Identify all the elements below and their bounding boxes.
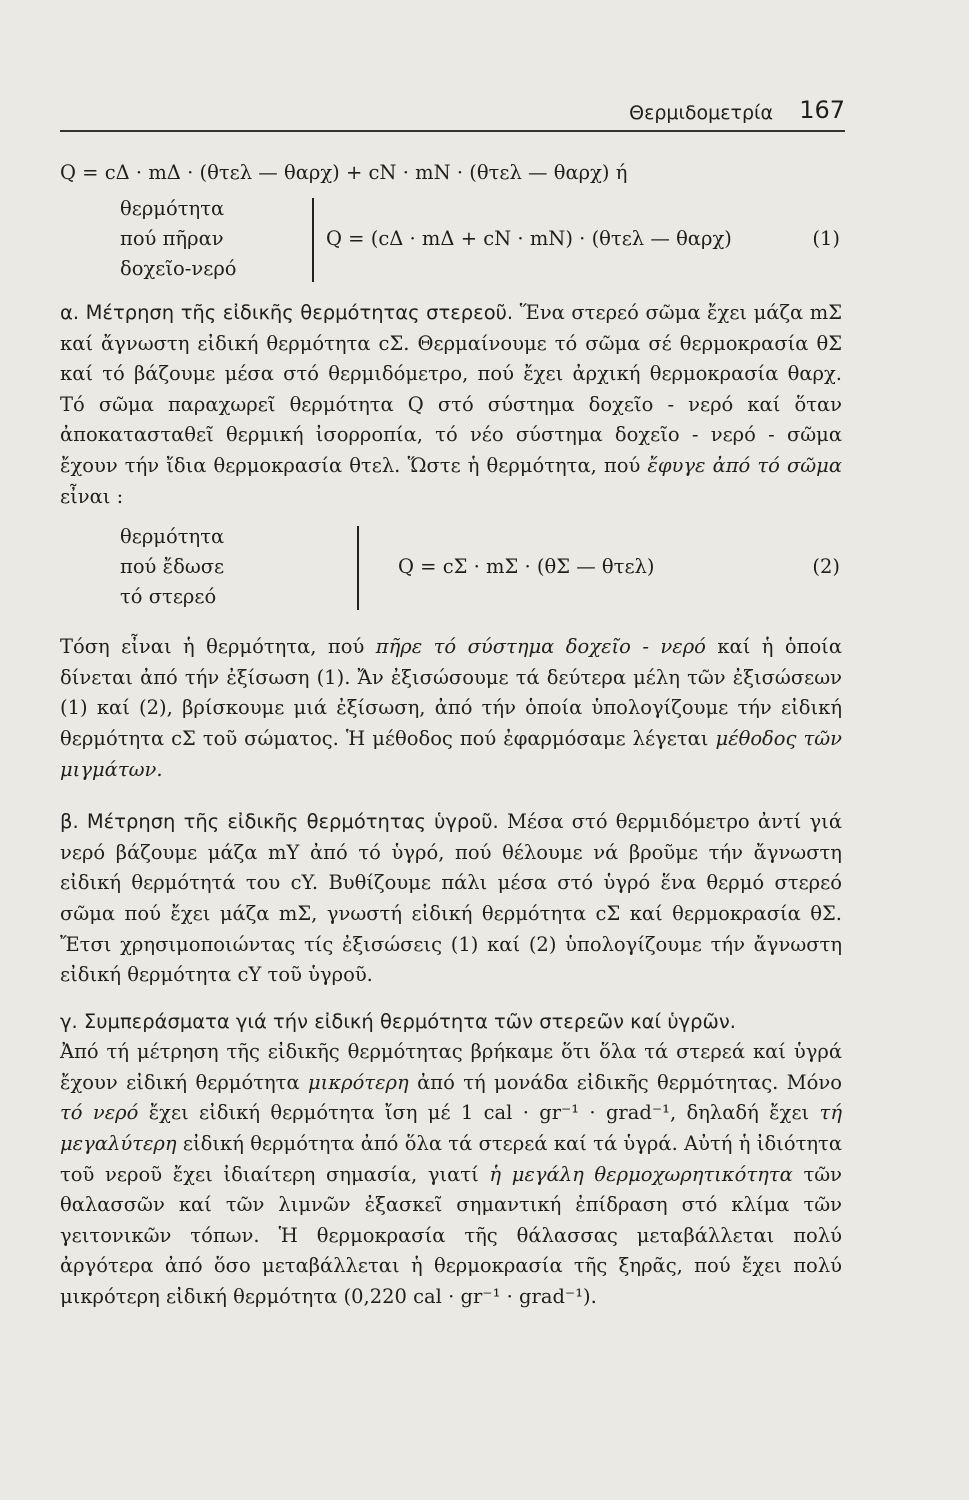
spacer [60, 785, 842, 807]
brace-label: πού πῆραν [120, 227, 224, 250]
paragraph-text: ἀπό τή μονάδα εἰδικῆς θερμότητας. Μόνο [417, 1070, 842, 1094]
paragraph-text: ἔχει εἰδική θερμότητα ἴση μέ 1 cal · gr⁻¹ · grad⁻¹, δηλαδή ἔχει [148, 1101, 810, 1125]
paragraph-italic: τό νερό [60, 1101, 139, 1125]
section-b-text: Μέσα στό θερμιδόμετρο ἀντί γιά νερό βάζουμε μάζα mY ἀπό τό ὑγρό, πού θέλουμε νά βροῦμε τήν ἄγνωστη εἰδική θερμότητά του cY. Βυθίζουμε πάλι μέσα στό ὑγρό ἕνα θερμό στερεό σῶμα πού ἔχει μάζα mΣ, γνωστή εἰδική θερμότητα cΣ καί θερμοκρασία θΣ. Ἔτσι χρησιμοποιώντας τίς ἐξισώσεις (1) καί (2) ὑπολογίζουμε τήν ἄγνωστη εἰδική θερμότητα cY τοῦ ὑγροῦ. [60, 810, 842, 987]
section-c-heading: γ. Συμπεράσματα γιά τήν εἰδική θερμότητα τῶν στερεῶν καί ὑγρῶν. [60, 1009, 736, 1033]
section-a-text: Ἕνα στερεό σῶμα ἔχει μάζα mΣ καί ἄγνωστη εἰδική θερμότητα cΣ. Θερμαίνουμε τό σῶμα σέ θερμοκρασία θΣ καί τό βάζουμε μέσα στό θερμιδόμετρο, πού ἔχει ἀρχική θερμοκρασία θαρχ. Τό σῶμα παραχωρεῖ θερμότητα Q στό σύστημα δοχεῖο - νερό καί ὅταν ἀποκατασταθεῖ θερμική ἰσορροπία, τό νέο σύστημα δοχεῖο - νερό - σῶμα ἔχουν τήν ἴδια θερμοκρασία θτελ. Ὥστε ἡ θερμότητα, πού [60, 301, 842, 477]
paragraph-italic: ἡ μεγάλη θερμοχωρητικότητα [489, 1162, 793, 1186]
heat-balance-equation: Q = cΔ · mΔ · (θτελ — θαρχ) + cN · mN · (θτελ — θαρχ) ή [60, 161, 628, 184]
equation-1: Q = (cΔ · mΔ + cN · mN) · (θτελ — θαρχ) [326, 227, 732, 250]
brace-label: τό στερεό [120, 585, 217, 609]
section-c-paragraph [60, 1037, 842, 1312]
paragraph-italic: πῆρε τό σύστημα δοχεῖο - νερό [375, 635, 706, 659]
section-b-heading: β. Μέτρηση τῆς εἰδικῆς θερμότητας ὑγροῦ. [60, 810, 499, 834]
section-a-italic: ἔφυγε ἀπό τό σῶμα [647, 453, 843, 477]
paragraph-italic: τή μεγαλύτερη [60, 1101, 843, 1156]
brace-bracket [357, 526, 359, 610]
page-header [60, 94, 845, 132]
brace-label: θερμότητα [120, 525, 225, 549]
paragraph-text: Τόση εἶναι ἡ θερμότητα, πού [60, 635, 365, 659]
mixture-method-paragraph [60, 632, 842, 785]
section-a-heading: α. Μέτρηση τῆς εἰδικῆς θερμότητας στερεοῦ. [60, 301, 514, 324]
paragraph-text: καί ἡ ὁποία δίνεται ἀπό τήν ἐξίσωση (1). Ἄν ἐξισώσουμε τά δεύτερα μέλη τῶν ἐξισώσεων (1) καί (2), βρίσκουμε μιά ἐξίσωση, ἀπό τήν ὁποία ὑπολογίζουμε τήν εἰδική θερμότητα cΣ τοῦ σώματος. Ἡ μέθοδος πού ἐφαρμόσαμε λέγεται [60, 635, 842, 750]
brace-bracket [312, 198, 314, 282]
paragraph-text: Ἀπό τή μέτρηση τῆς εἰδικῆς θερμότητας βρήκαμε ὅτι ὅλα τά στερεά καί ὑγρά ἔχουν εἰδική θερμότητα [60, 1040, 842, 1094]
spacer [60, 290, 842, 298]
section-a-paragraph [60, 298, 842, 512]
spacer [60, 618, 842, 632]
brace-labels-1 [120, 194, 237, 284]
section-b-paragraph [60, 807, 842, 991]
equation-number-2: (2) [812, 555, 840, 579]
method-name: μέθοδος τῶν μιγμάτων. [60, 726, 842, 781]
section-a-text-end: εἶναι : [60, 484, 124, 508]
brace-equation-1 [60, 194, 842, 290]
paragraph-text: τῶν θαλασσῶν καί τῶν λιμνῶν ἐξασκεῖ σημαντική ἐπίδραση στό κλίμα τῶν γειτονικῶν τόπων. Ἡ θερμοκρασία τῆς θάλασσας μεταβάλλεται πολύ ἀργότερα ἀπό ὅσο μεταβάλλεται ἡ θερμοκρασία τῆς ξηρᾶς, πού ἔχει πολύ μικρότερη εἰδική θερμότητα (0,220 cal · gr⁻¹ · grad⁻¹). [60, 1162, 842, 1309]
page-body [60, 158, 842, 1313]
brace-equation-2 [60, 522, 842, 618]
equation-number-1: (1) [812, 227, 840, 250]
spacer [60, 991, 842, 1007]
page-number: 167 [799, 96, 845, 124]
paragraph-italic: μικρότερη [308, 1070, 409, 1094]
brace-label: θερμότητα [120, 197, 225, 220]
equation-2: Q = cΣ · mΣ · (θΣ — θτελ) [398, 555, 655, 579]
brace-label: πού ἔδωσε [120, 555, 225, 579]
paragraph-text: εἰδική θερμότητα ἀπό ὅλα τά στερεά καί τά ὑγρά. Αὐτή ἡ ἰδιότητα τοῦ νεροῦ ἔχει ἰδιαίτερη σημασία, γιατί [60, 1132, 842, 1186]
brace-labels-2 [120, 522, 224, 612]
brace-label: δοχεῖο-νερό [120, 257, 237, 280]
running-title: Θερμιδομετρία [629, 102, 773, 124]
